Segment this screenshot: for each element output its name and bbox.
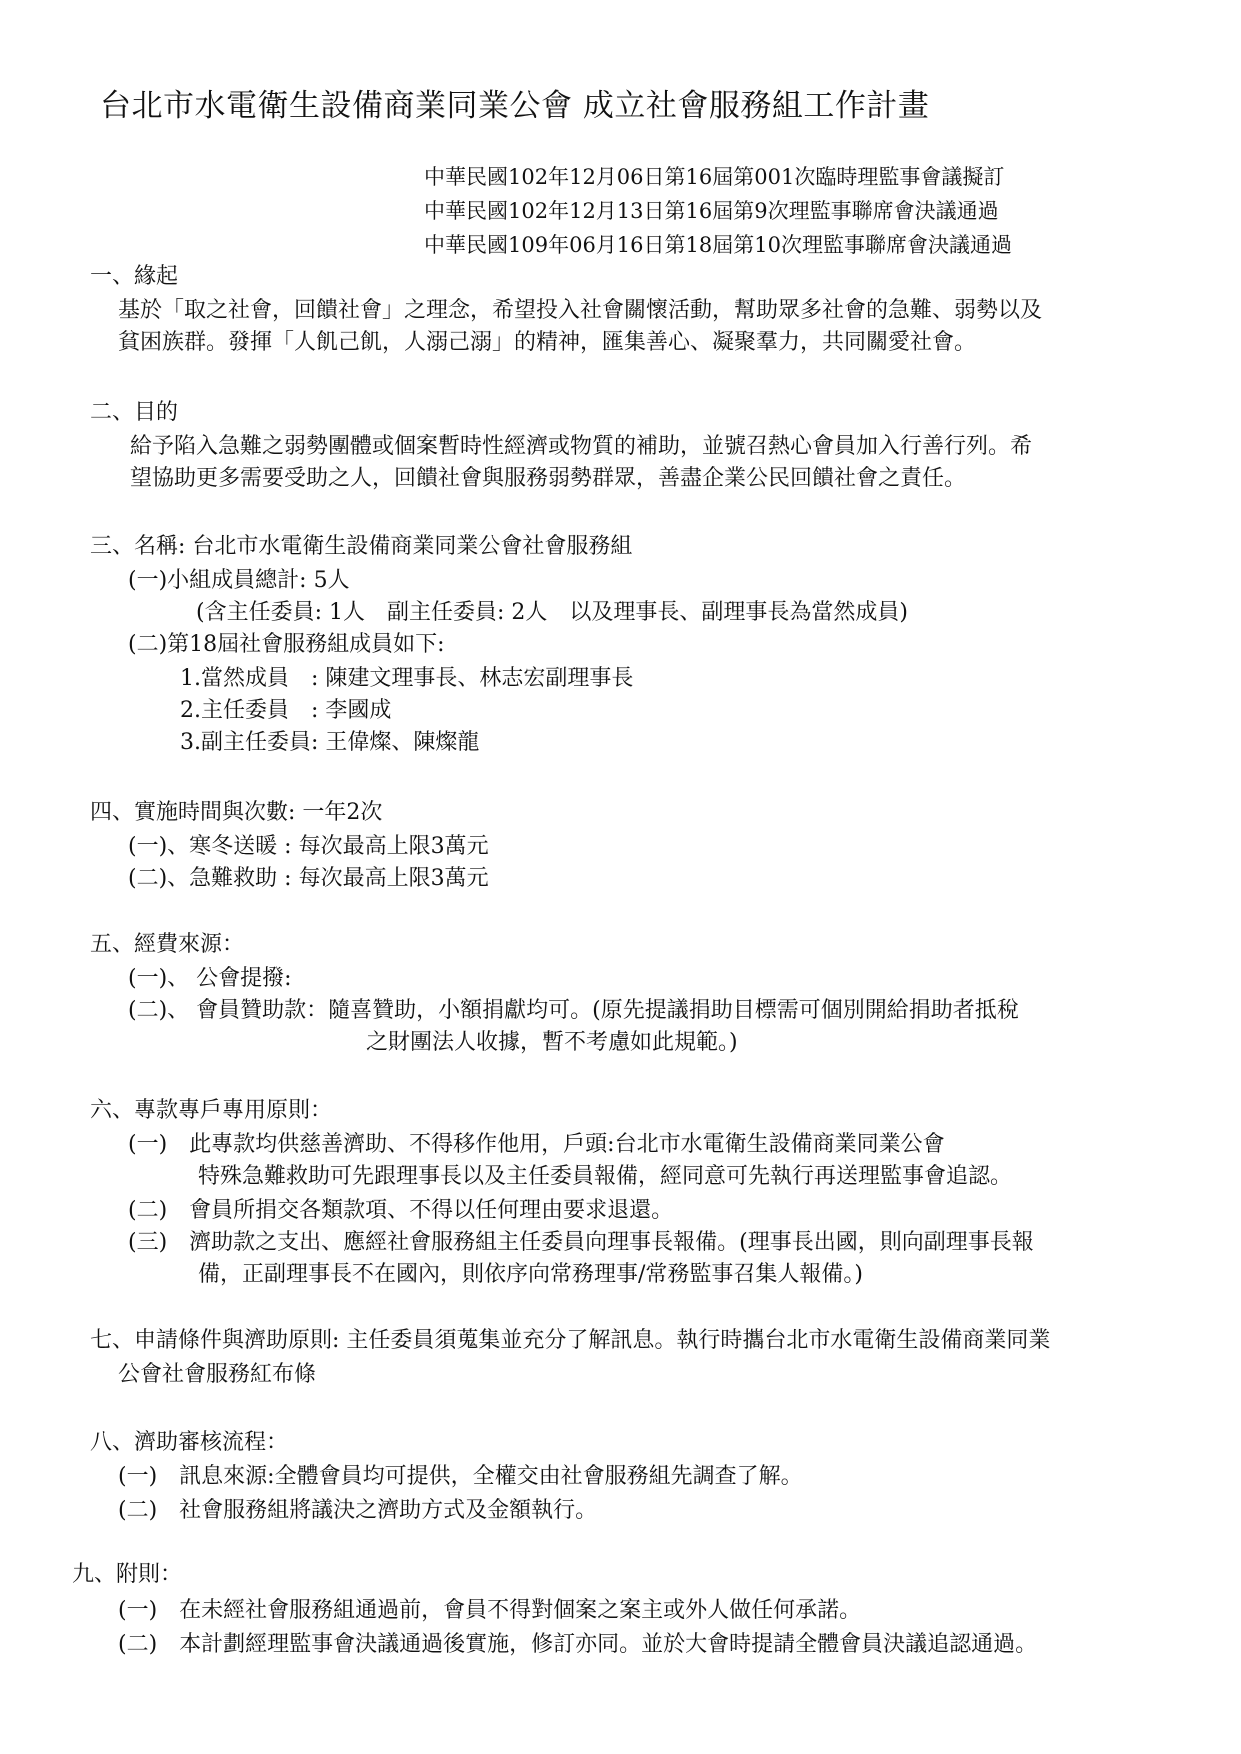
section-heading: 六、專款專戶專用原則： <box>90 1098 333 1123</box>
list-item: (一)小組成員總計: 5人 <box>128 568 350 593</box>
list-item: (二)第18屆社會服務組成員如下: <box>128 632 445 657</box>
meta-line: 中華民國102年12月06日第16屆第001次臨時理監事會議擬訂 <box>424 165 1005 189</box>
section-heading: 七、申請條件與濟助原則: 主任委員須蒐集並充分了解訊息。執行時攜台北市水電衛生設備商業同業 <box>90 1328 1051 1353</box>
list-item: (二) 會員所捐交各類款項、不得以任何理由要求退還。 <box>128 1198 674 1223</box>
list-item: 1.當然成員 : 陳建文理事長、林志宏副理事長 <box>180 666 634 691</box>
list-item: (二) 社會服務組將議決之濟助方式及金額執行。 <box>118 1498 598 1523</box>
list-item: 2.主任委員 : 李國成 <box>180 698 392 723</box>
list-item: (二)、急難救助 : 每次最高上限3萬元 <box>128 866 489 891</box>
list-item: 之財團法人收據，暫不考慮如此規範。) <box>366 1030 738 1055</box>
paragraph-line: 望協助更多需要受助之人，回饋社會與服務弱勢群眾，善盡企業公民回饋社會之責任。 <box>130 466 967 491</box>
list-item: (二)、 會員贊助款：隨喜贊助，小額捐獻均可。(原先提議捐助目標需可個別開給捐助者抵稅 <box>128 998 1019 1023</box>
section-heading: 三、名稱: 台北市水電衛生設備商業同業公會社會服務組 <box>90 534 633 559</box>
list-item: (一)、寒冬送暖 : 每次最高上限3萬元 <box>128 834 489 859</box>
paragraph-line: 給予陷入急難之弱勢團體或個案暫時性經濟或物質的補助，並號召熱心會員加入行善行列。希 <box>130 434 1033 459</box>
meta-line: 中華民國102年12月13日第16屆第9次理監事聯席會決議通過 <box>424 199 999 223</box>
section-heading: 九、附則： <box>72 1562 183 1587</box>
list-item: (含主任委員: 1人 副主任委員: 2人 以及理事長、副理事長為當然成員) <box>196 600 908 625</box>
list-item: (三) 濟助款之支出、應經社會服務組主任委員向理事長報備。(理事長出國，則向副理事長報 <box>128 1230 1034 1255</box>
paragraph-line: 公會社會服務紅布條 <box>118 1362 317 1387</box>
list-item: (一) 在未經社會服務組通過前，會員不得對個案之案主或外人做任何承諾。 <box>118 1598 862 1623</box>
section-heading: 四、實施時間與次數: 一年2次 <box>90 800 383 825</box>
list-item: 特殊急難救助可先跟理事長以及主任委員報備，經同意可先執行再送理監事會追認。 <box>198 1164 1013 1189</box>
section-heading: 一、緣起 <box>90 264 179 289</box>
list-item: 備，正副理事長不在國內，則依序向常務理事/常務監事召集人報備。) <box>198 1262 863 1287</box>
paragraph-line: 貧困族群。發揮「人飢己飢，人溺己溺」的精神，匯集善心、凝聚羣力，共同關愛社會。 <box>118 330 977 355</box>
list-item: 3.副主任委員: 王偉燦、陳燦龍 <box>180 730 480 755</box>
list-item: (二) 本計劃經理監事會決議通過後實施，修訂亦同。並於大會時提請全體會員決議追認通過。 <box>118 1632 1038 1657</box>
document-title: 台北市水電衛生設備商業同業公會 成立社會服務組工作計畫 <box>100 88 930 124</box>
list-item: (一)、 公會提撥: <box>128 966 292 991</box>
list-item: (一) 訊息來源:全體會員均可提供，全權交由社會服務組先調查了解。 <box>118 1464 803 1489</box>
section-heading: 五、經費來源： <box>90 932 245 957</box>
section-heading: 二、目的 <box>90 400 179 425</box>
meta-line: 中華民國109年06月16日第18屆第10次理監事聯席會決議通過 <box>424 233 1012 257</box>
paragraph-line: 基於「取之社會，回饋社會」之理念，希望投入社會關懷活動，幫助眾多社會的急難、弱勢以及 <box>118 298 1043 323</box>
section-heading: 八、濟助審核流程： <box>90 1430 289 1455</box>
list-item: (一) 此專款均供慈善濟助、不得移作他用，戶頭:台北市水電衛生設備商業同業公會 <box>128 1132 945 1157</box>
